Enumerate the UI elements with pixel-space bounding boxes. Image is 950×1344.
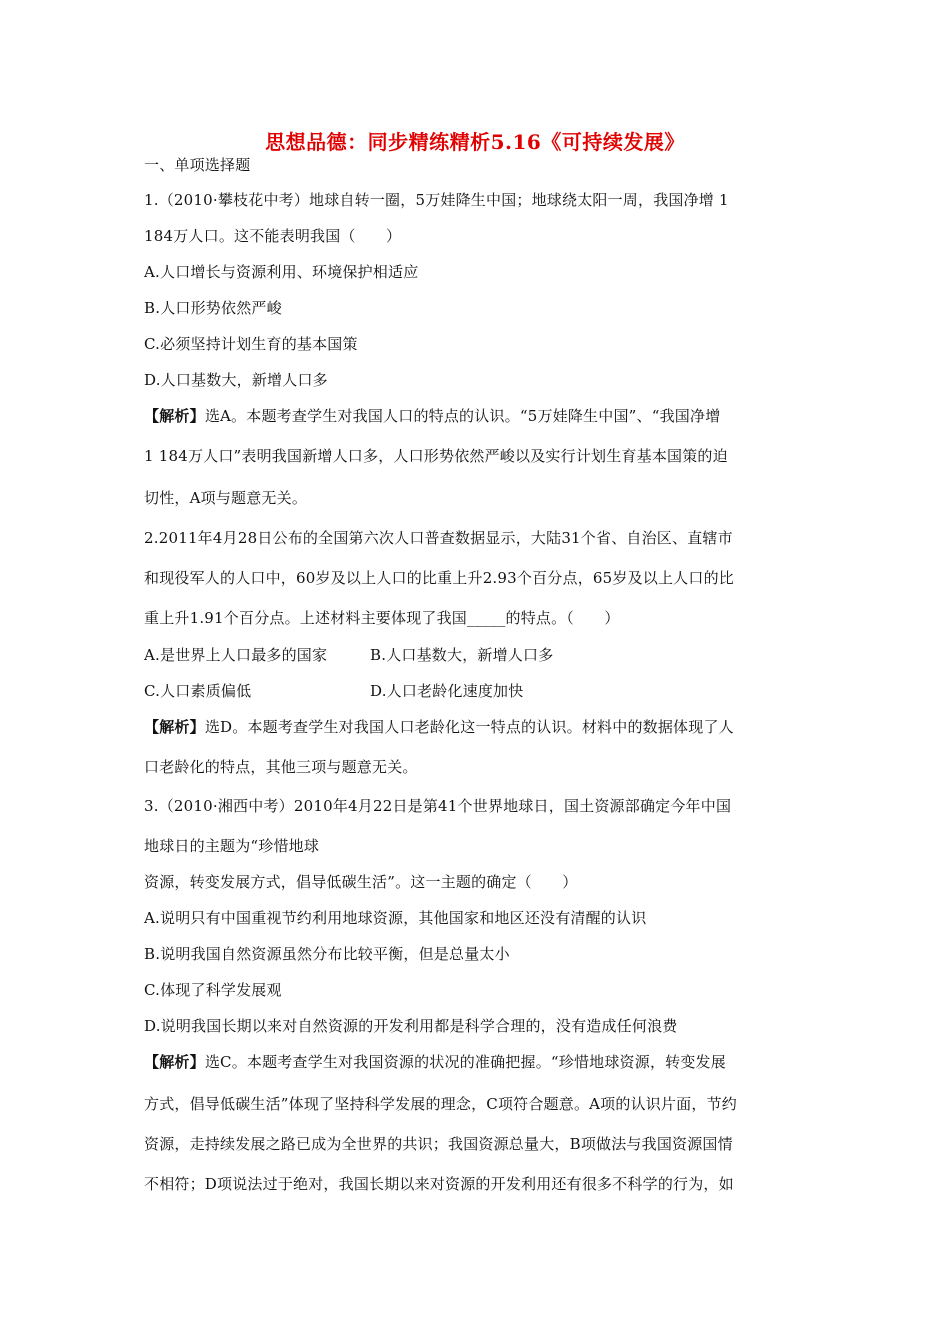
q3-stem-line-1: 3.（2010·湘西中考）2010年4月22日是第41个世界地球日，国土资源部确定今年中国 [144,797,732,815]
q3-option-c: C.体现了科学发展观 [144,981,282,999]
q3-analysis-text: 选C。本题考查学生对我国资源的状况的准确把握。“珍惜地球资源，转变发展 [204,1053,726,1071]
q1-option-a: A.人口增长与资源利用、环境保护相适应 [144,263,419,281]
q1-option-b: B.人口形势依然严峻 [144,299,282,317]
q1-stem-line-2: 184万人口。这不能表明我国（ ） [144,227,402,245]
q3-option-d: D.说明我国长期以来对自然资源的开发利用都是科学合理的，没有造成任何浪费 [144,1017,678,1035]
q2-option-c: C.人口素质偏低 [144,682,252,700]
q3-analysis-line-4: 不相符；D项说法过于绝对，我国长期以来对资源的开发利用还有很多不科学的行为，如 [144,1175,734,1193]
q3-analysis-line-1 [144,1052,726,1072]
q3-stem-line-2: 地球日的主题为“珍惜地球 [144,837,320,855]
q3-option-b: B.说明我国自然资源虽然分布比较平衡，但是总量太小 [144,945,510,963]
section-heading: 一、单项选择题 [144,156,251,174]
q2-analysis-line-2: 口老龄化的特点，其他三项与题意无关。 [144,758,418,776]
q3-analysis-tag: 【解析】 [144,1053,205,1071]
q2-option-a: A.是世界上人口最多的国家 [144,646,328,664]
q1-analysis-tag: 【解析】 [144,407,205,425]
q1-option-d: D.人口基数大，新增人口多 [144,371,328,389]
q2-analysis-text: 选D。本题考查学生对我国人口老龄化这一特点的认识。材料中的数据体现了人 [204,718,734,736]
q1-analysis-line-3: 切性，A项与题意无关。 [144,489,308,507]
q3-stem-line-3: 资源，转变发展方式，倡导低碳生活”。这一主题的确定（ ） [144,873,578,891]
page-title: 思想品德：同步精练精析5.16《可持续发展》 [265,130,685,154]
q2-option-d: D.人口老龄化速度加快 [370,682,524,700]
q1-analysis-text: 选A。本题考查学生对我国人口的特点的认识。“5万娃降生中国”、“我国净增 [204,407,721,425]
q3-analysis-line-2: 方式，倡导低碳生活”体现了坚持科学发展的理念，C项符合题意。A项的认识片面，节约 [144,1095,737,1113]
q3-analysis-line-3: 资源，走持续发展之路已成为全世界的共识；我国资源总量大，B项做法与我国资源国情 [144,1135,733,1153]
q2-analysis-line-1 [144,717,734,737]
q1-analysis-line-1 [144,406,720,426]
q2-stem-line-3: 重上升1.91个百分点。上述材料主要体现了我国_____的特点。（ ） [144,609,620,627]
q2-analysis-tag: 【解析】 [144,718,205,736]
q1-analysis-line-2: 1 184万人口”表明我国新增人口多，人口形势依然严峻以及实行计划生育基本国策的迫 [144,447,728,465]
q2-option-b: B.人口基数大，新增人口多 [370,646,554,664]
q2-stem-line-2: 和现役军人的人口中，60岁及以上人口的比重上升2.93个百分点，65岁及以上人口的比 [144,569,734,587]
q1-option-c: C.必须坚持计划生育的基本国策 [144,335,358,353]
q2-stem-line-1: 2.2011年4月28日公布的全国第六次人口普查数据显示，大陆31个省、自治区、直辖市 [144,529,733,547]
q3-option-a: A.说明只有中国重视节约利用地球资源，其他国家和地区还没有清醒的认识 [144,909,647,927]
q1-stem-line-1: 1.（2010·攀枝花中考）地球自转一圈，5万娃降生中国；地球绕太阳一周，我国净增 1 [144,191,729,209]
